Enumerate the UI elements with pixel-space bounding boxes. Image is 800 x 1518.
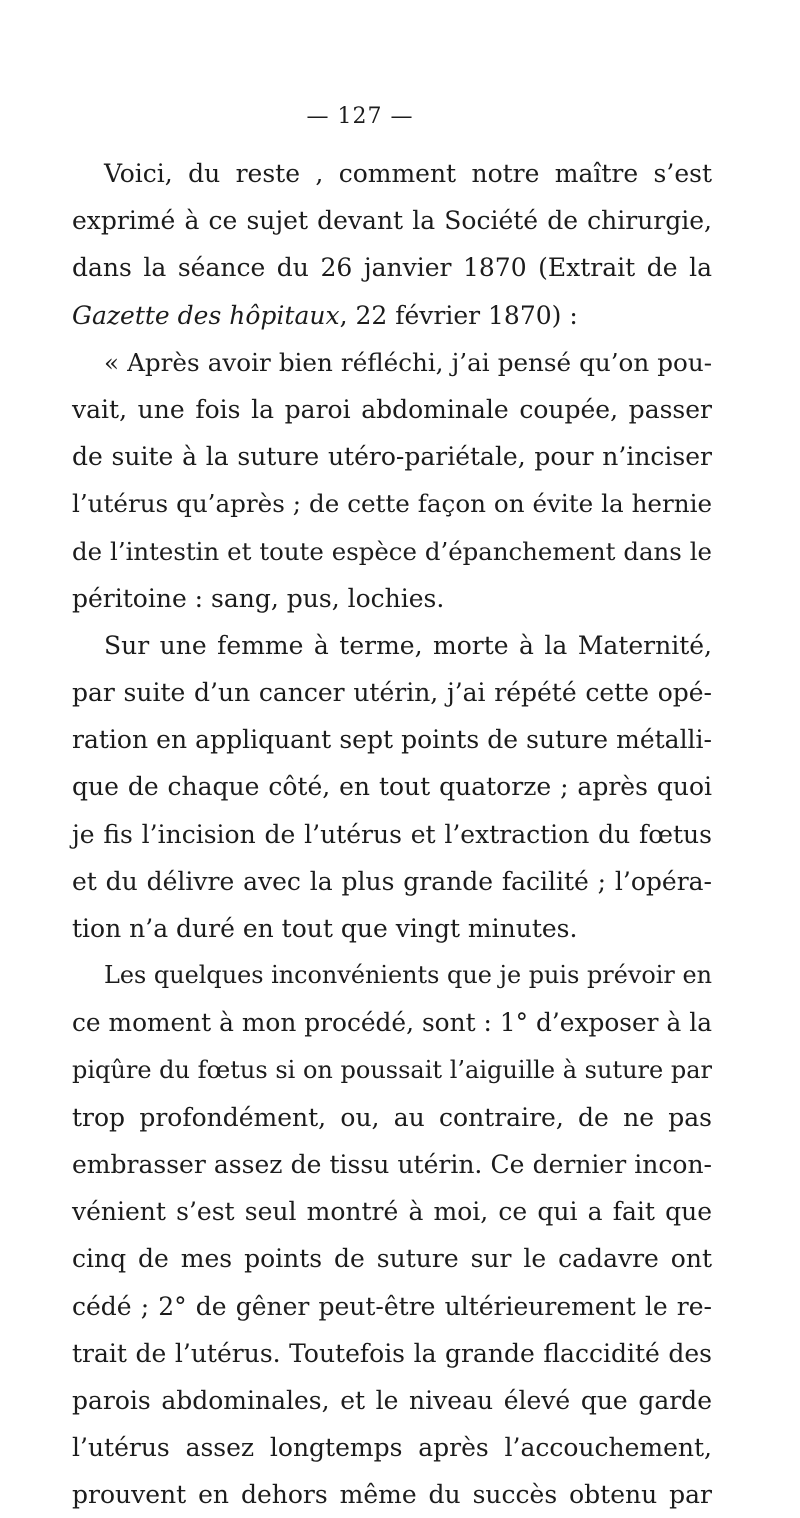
text-line: l’utérus qu’après ; de cette façon on évite la hernie xyxy=(72,489,712,519)
body-text xyxy=(72,150,712,1518)
text-line: Voici, du reste , comment notre maître s’est xyxy=(104,159,712,188)
text-line: je fis l’incision de l’utérus et l’extraction du fœtus xyxy=(72,819,712,849)
text-line: trop profondément, ou, au contraire, de ne pas xyxy=(72,1102,712,1132)
text-line: vait, une fois la paroi abdominale coupée, passer xyxy=(72,394,712,424)
page-number: — 127 — xyxy=(306,104,414,129)
text-line: « Après avoir bien réfléchi, j’ai pensé qu’on pou- xyxy=(104,347,712,377)
text-line: parois abdominales, et le niveau élevé que garde xyxy=(72,1385,712,1415)
text-line xyxy=(72,292,712,339)
text-segment: , 22 février 1870) : xyxy=(339,300,578,330)
text-line: vénient s’est seul montré à moi, ce qui a fait que xyxy=(72,1197,712,1227)
text-line: de l’intestin et toute espèce d’épanchement dans le xyxy=(72,536,712,566)
text-line: trait de l’utérus. Toutefois la grande flaccidité des xyxy=(72,1338,712,1368)
text-line: piqûre du fœtus si on poussait l’aiguille à suture par xyxy=(72,1055,712,1084)
text-line: de suite à la suture utéro-pariétale, pour n’inciser xyxy=(72,442,712,472)
text-line: embrasser assez de tissu utérin. Ce dernier incon- xyxy=(72,1149,712,1179)
text-line: Sur une femme à terme, morte à la Maternité, xyxy=(104,630,712,660)
text-line: Les quelques inconvénients que je puis prévoir en xyxy=(104,961,712,990)
text-line: ration en appliquant sept points de suture métalli- xyxy=(72,725,712,755)
text-line: ce moment à mon procédé, sont : 1° d’exposer à la xyxy=(72,1008,712,1038)
text-line: dans la séance du 26 janvier 1870 (Extrait de la xyxy=(72,253,712,283)
italic-title: Gazette des hôpitaux xyxy=(72,300,340,330)
text-line: l’utérus assez longtemps après l’accouchement, xyxy=(72,1433,712,1463)
text-line: exprimé à ce sujet devant la Société de chirurgie, xyxy=(72,206,712,236)
text-line: cinq de mes points de suture sur le cadavre ont xyxy=(72,1244,712,1274)
text-line: que de chaque côté, en tout quatorze ; après quoi xyxy=(72,772,712,802)
text-line: tion n’a duré en tout que vingt minutes. xyxy=(72,914,578,943)
text-line: et du délivre avec la plus grande facilité ; l’opéra- xyxy=(72,866,712,896)
text-line: péritoine : sang, pus, lochies. xyxy=(72,583,445,613)
text-line: par suite d’un cancer utérin, j’ai répété cette opé- xyxy=(72,678,712,708)
text-line: cédé ; 2° de gêner peut-être ultérieurement le re- xyxy=(72,1291,712,1321)
text-line: prouvent en dehors même du succès obtenu par xyxy=(72,1480,712,1510)
